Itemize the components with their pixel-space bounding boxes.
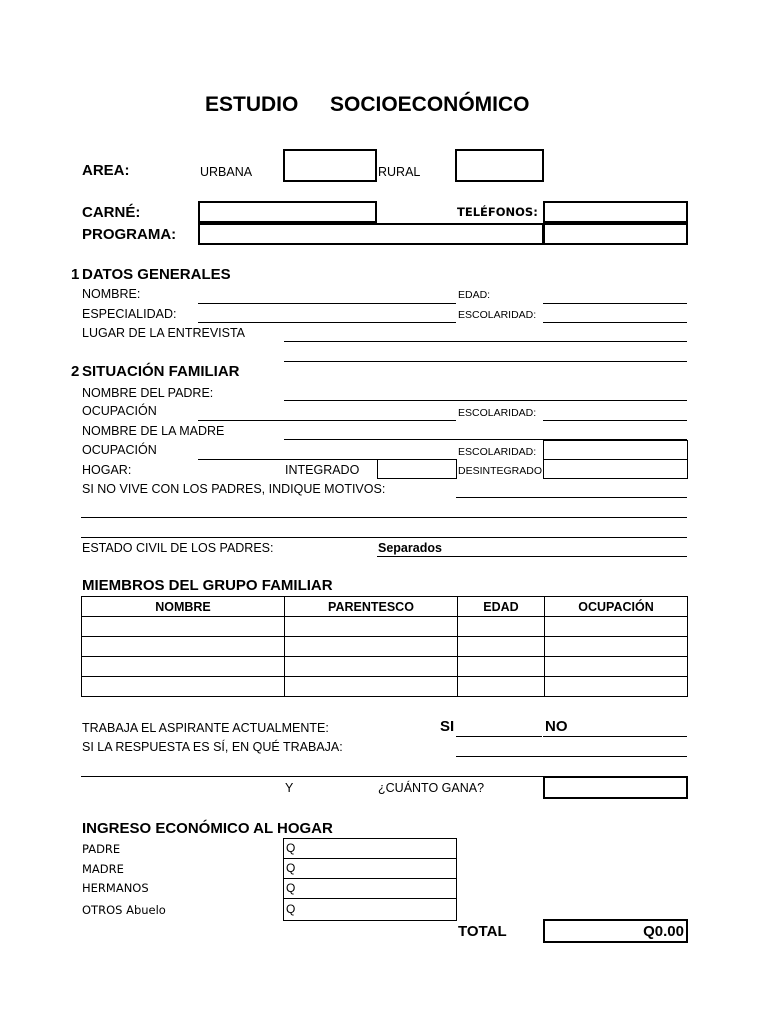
ocupacion-madre-label: OCUPACIÓN — [82, 443, 157, 457]
ingreso-label-padre: PADRE — [82, 842, 121, 856]
programa-label: PROGRAMA: — [82, 226, 177, 243]
table-header-row — [82, 597, 688, 617]
carne-label: CARNÉ: — [82, 204, 141, 221]
ocupacion-padre-label: OCUPACIÓN — [82, 404, 157, 418]
table-cell[interactable] — [458, 637, 545, 657]
escolaridad-line[interactable] — [543, 322, 687, 323]
section-number-2: 2 — [71, 363, 80, 380]
estado-civil-label: ESTADO CIVIL DE LOS PADRES: — [82, 541, 274, 555]
motivos-line-3[interactable] — [81, 537, 687, 538]
column-header-parentesco: PARENTESCO — [285, 597, 458, 617]
estado-civil-value[interactable]: Separados — [378, 541, 442, 555]
escolaridad-madre-field[interactable] — [543, 440, 688, 460]
no-line[interactable] — [543, 736, 687, 737]
desintegrado-label: DESINTEGRADO — [458, 465, 543, 477]
programa-field[interactable] — [198, 223, 544, 245]
ingreso-field-otros[interactable]: Q — [283, 898, 457, 921]
especialidad-line[interactable] — [198, 322, 456, 323]
edad-line[interactable] — [543, 303, 687, 304]
ingreso-label-hermanos: HERMANOS — [82, 881, 149, 895]
table-cell[interactable] — [285, 657, 458, 677]
escolaridad-padre-line[interactable] — [543, 420, 687, 421]
table-cell[interactable] — [458, 617, 545, 637]
trabaja-label: TRABAJA EL ASPIRANTE ACTUALMENTE: — [82, 721, 329, 735]
table-row — [82, 617, 688, 637]
si-line[interactable] — [456, 736, 542, 737]
nombre-line[interactable] — [198, 303, 456, 304]
telefonos-label: TELÉFONOS: — [457, 205, 538, 219]
nombre-madre-label: NOMBRE DE LA MADRE — [82, 424, 225, 438]
integrado-checkbox[interactable] — [377, 459, 457, 479]
rural-checkbox[interactable] — [455, 149, 544, 182]
ingreso-heading: INGRESO ECONÓMICO AL HOGAR — [82, 820, 333, 837]
table-cell[interactable] — [545, 617, 688, 637]
motivos-line-1[interactable] — [456, 497, 687, 498]
total-value: Q0.00 — [643, 923, 684, 940]
telefonos-field-2[interactable] — [543, 223, 688, 245]
ingreso-label-otros: OTROS Abuelo — [82, 903, 166, 917]
table-cell[interactable] — [458, 677, 545, 697]
datos-generales-heading: DATOS GENERALES — [82, 266, 231, 283]
column-header-ocupacion: OCUPACIÓN — [545, 597, 688, 617]
title-socioeconomico: SOCIOECONÓMICO — [330, 93, 530, 116]
desintegrado-checkbox[interactable] — [543, 459, 688, 479]
table-cell[interactable] — [458, 657, 545, 677]
table-cell[interactable] — [545, 637, 688, 657]
ingreso-label-madre: MADRE — [82, 862, 124, 876]
miembros-table — [81, 596, 688, 697]
hogar-label: HOGAR: — [82, 463, 132, 477]
urbana-checkbox[interactable] — [283, 149, 377, 182]
total-label: TOTAL — [458, 923, 507, 940]
telefonos-field-1[interactable] — [543, 201, 688, 223]
motivos-label: SI NO VIVE CON LOS PADRES, INDIQUE MOTIVOS: — [82, 482, 386, 496]
table-cell[interactable] — [545, 657, 688, 677]
integrado-label: INTEGRADO — [285, 463, 360, 477]
situacion-familiar-heading: SITUACIÓN FAMILIAR — [82, 363, 240, 380]
cuanto-gana-field[interactable] — [543, 776, 688, 799]
estado-civil-line — [377, 556, 687, 557]
y-label: Y — [285, 781, 294, 795]
donde-trabaja-line-1[interactable] — [456, 756, 687, 757]
lugar-line-1[interactable] — [284, 341, 687, 342]
table-cell[interactable] — [82, 657, 285, 677]
lugar-entrevista-label: LUGAR DE LA ENTREVISTA — [82, 326, 246, 340]
table-cell[interactable] — [82, 637, 285, 657]
no-label: NO — [545, 718, 568, 735]
escolaridad-label: ESCOLARIDAD: — [458, 309, 537, 321]
table-row — [82, 637, 688, 657]
urbana-label: URBANA — [200, 165, 253, 179]
table-cell[interactable] — [285, 677, 458, 697]
si-label: SI — [440, 718, 455, 735]
table-cell[interactable] — [285, 617, 458, 637]
edad-label: EDAD: — [458, 289, 491, 301]
ingreso-field-madre[interactable]: Q — [283, 858, 457, 879]
table-row — [82, 657, 688, 677]
ingreso-field-hermanos[interactable]: Q — [283, 878, 457, 899]
title-estudio: ESTUDIO — [205, 93, 299, 116]
table-cell[interactable] — [285, 637, 458, 657]
table-cell[interactable] — [545, 677, 688, 697]
escolaridad-madre-label: ESCOLARIDAD: — [458, 446, 537, 458]
ingreso-field-padre[interactable]: Q — [283, 838, 457, 859]
cuanto-gana-label: ¿CUÁNTO GANA? — [378, 781, 485, 795]
table-cell[interactable] — [82, 677, 285, 697]
area-label: AREA: — [82, 162, 130, 179]
column-header-edad: EDAD — [458, 597, 545, 617]
miembros-heading: MIEMBROS DEL GRUPO FAMILIAR — [82, 577, 333, 594]
total-field — [543, 919, 688, 943]
ocupacion-padre-line[interactable] — [198, 420, 456, 421]
nombre-label: NOMBRE: — [82, 287, 141, 301]
rural-label: RURAL — [378, 165, 421, 179]
escolaridad-padre-label: ESCOLARIDAD: — [458, 407, 537, 419]
motivos-line-2[interactable] — [81, 517, 687, 518]
nombre-padre-line[interactable] — [284, 400, 687, 401]
section-number-1: 1 — [71, 266, 80, 283]
table-cell[interactable] — [82, 617, 285, 637]
carne-field[interactable] — [198, 201, 377, 223]
donde-trabaja-line-2[interactable] — [81, 776, 544, 777]
lugar-line-2[interactable] — [284, 361, 687, 362]
column-header-nombre: NOMBRE — [82, 597, 285, 617]
nombre-padre-label: NOMBRE DEL PADRE: — [82, 386, 214, 400]
especialidad-label: ESPECIALIDAD: — [82, 307, 177, 321]
table-row — [82, 677, 688, 697]
donde-trabaja-label: SI LA RESPUESTA ES SÍ, EN QUÉ TRABAJA: — [82, 740, 343, 754]
